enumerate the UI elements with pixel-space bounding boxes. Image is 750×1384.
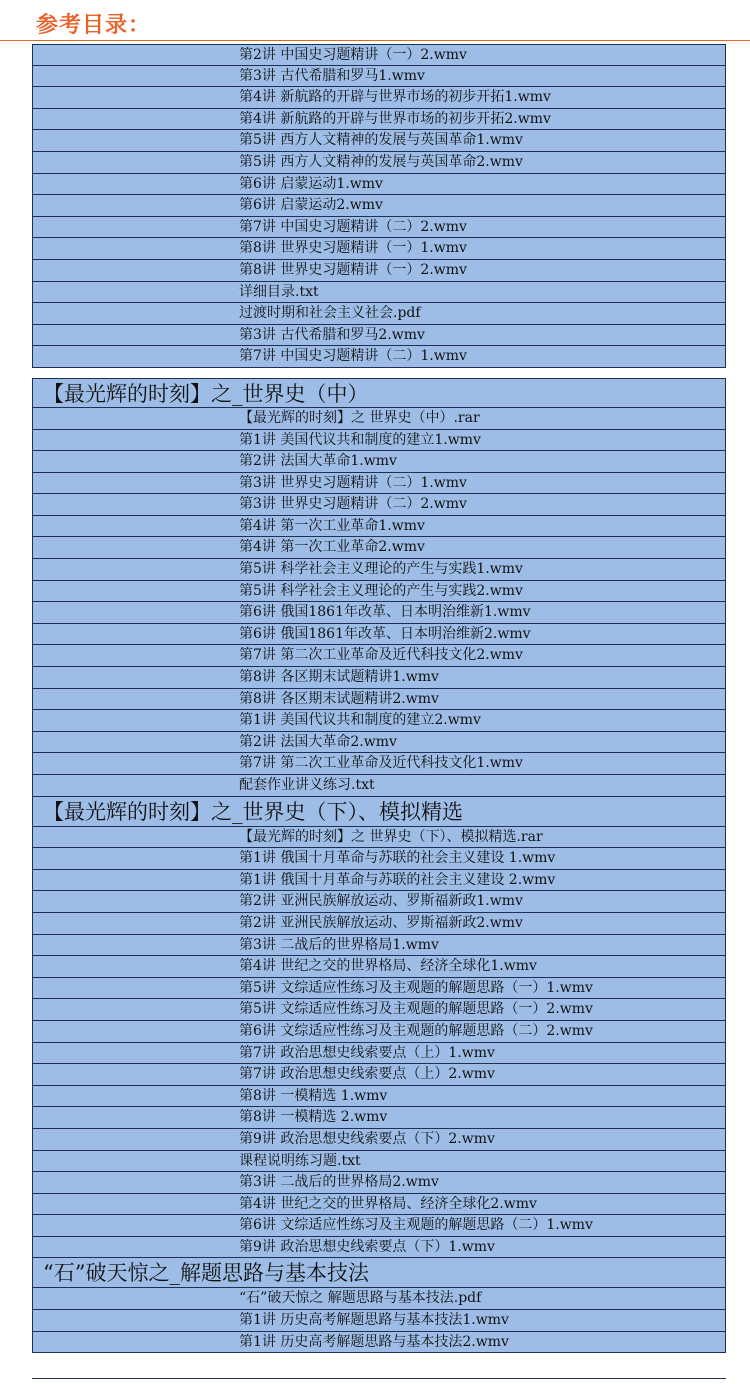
file-row: 第8讲 一模精选 2.wmv <box>32 1107 726 1129</box>
section-title: 【最光辉的时刻】之_世界史（中） <box>32 378 726 408</box>
file-row: 第7讲 中国史习题精讲（二）2.wmv <box>32 217 726 239</box>
file-row: 第2讲 亚洲民族解放运动、罗斯福新政2.wmv <box>32 913 726 935</box>
file-row: 第6讲 文综适应性练习及主观题的解题思路（二）2.wmv <box>32 1021 726 1043</box>
file-row: 第5讲 科学社会主义理论的产生与实践2.wmv <box>32 581 726 603</box>
file-row: 第2讲 中国史习题精讲（一）2.wmv <box>32 44 726 66</box>
file-row: 第1讲 美国代议共和制度的建立1.wmv <box>32 430 726 452</box>
file-row: 第8讲 一模精选 1.wmv <box>32 1086 726 1108</box>
file-row: 过渡时期和社会主义社会.pdf <box>32 303 726 325</box>
file-row: 第7讲 中国史习题精讲（二）1.wmv <box>32 346 726 368</box>
file-row: 第2讲 亚洲民族解放运动、罗斯福新政1.wmv <box>32 891 726 913</box>
file-row: 第8讲 各区期末试题精讲2.wmv <box>32 689 726 711</box>
file-row: 第1讲 美国代议共和制度的建立2.wmv <box>32 710 726 732</box>
section-title: “石”破天惊之_解题思路与基本技法 <box>32 1258 726 1288</box>
file-row: 第7讲 第二次工业革命及近代科技文化2.wmv <box>32 645 726 667</box>
file-catalog <box>32 44 726 1353</box>
file-row: 第1讲 俄国十月革命与苏联的社会主义建设 1.wmv <box>32 848 726 870</box>
file-row: 第8讲 世界史习题精讲（一）2.wmv <box>32 260 726 282</box>
file-row: 第3讲 世界史习题精讲（二）1.wmv <box>32 473 726 495</box>
file-row: 详细目录.txt <box>32 282 726 304</box>
bottom-divider <box>32 1378 726 1379</box>
file-row: 第8讲 各区期末试题精讲1.wmv <box>32 667 726 689</box>
file-row: 第6讲 启蒙运动1.wmv <box>32 174 726 196</box>
file-row: 第7讲 政治思想史线索要点（上）1.wmv <box>32 1043 726 1065</box>
file-row: 配套作业讲义练习.txt <box>32 775 726 797</box>
file-row: 课程说明练习题.txt <box>32 1151 726 1173</box>
file-row: “石”破天惊之 解题思路与基本技法.pdf <box>32 1288 726 1310</box>
file-row: 第1讲 历史高考解题思路与基本技法2.wmv <box>32 1332 726 1354</box>
section-gap <box>32 368 726 378</box>
section-title: 【最光辉的时刻】之_世界史（下）、模拟精选 <box>32 797 726 827</box>
file-row: 第5讲 西方人文精神的发展与英国革命1.wmv <box>32 130 726 152</box>
file-row: 第4讲 第一次工业革命2.wmv <box>32 537 726 559</box>
file-row: 第2讲 法国大革命1.wmv <box>32 451 726 473</box>
page-title: 参考目录： <box>36 13 152 38</box>
file-row: 第3讲 古代希腊和罗马1.wmv <box>32 66 726 88</box>
file-row: 第9讲 政治思想史线索要点（下）2.wmv <box>32 1129 726 1151</box>
file-row: 第4讲 世纪之交的世界格局、经济全球化1.wmv <box>32 956 726 978</box>
file-row: 第5讲 文综适应性练习及主观题的解题思路（一）2.wmv <box>32 999 726 1021</box>
file-row: 第1讲 俄国十月革命与苏联的社会主义建设 2.wmv <box>32 870 726 892</box>
file-row: 第3讲 世界史习题精讲（二）2.wmv <box>32 494 726 516</box>
file-row: 第3讲 二战后的世界格局1.wmv <box>32 935 726 957</box>
file-row: 第1讲 历史高考解题思路与基本技法1.wmv <box>32 1310 726 1332</box>
file-row: 第4讲 新航路的开辟与世界市场的初步开拓2.wmv <box>32 109 726 131</box>
file-row: 第6讲 俄国1861年改革、日本明治维新1.wmv <box>32 602 726 624</box>
file-row: 第9讲 政治思想史线索要点（下）1.wmv <box>32 1237 726 1259</box>
page-header <box>0 0 750 42</box>
file-row: 第6讲 俄国1861年改革、日本明治维新2.wmv <box>32 624 726 646</box>
file-row: 第8讲 世界史习题精讲（一）1.wmv <box>32 238 726 260</box>
file-row: 【最光辉的时刻】之 世界史（中）.rar <box>32 408 726 430</box>
header-divider <box>0 40 750 41</box>
file-row: 第4讲 第一次工业革命1.wmv <box>32 516 726 538</box>
file-row: 第5讲 西方人文精神的发展与英国革命2.wmv <box>32 152 726 174</box>
file-row: 【最光辉的时刻】之 世界史（下）、模拟精选.rar <box>32 827 726 849</box>
file-row: 第6讲 启蒙运动2.wmv <box>32 195 726 217</box>
file-row: 第3讲 二战后的世界格局2.wmv <box>32 1172 726 1194</box>
file-row: 第4讲 新航路的开辟与世界市场的初步开拓1.wmv <box>32 87 726 109</box>
file-row: 第3讲 古代希腊和罗马2.wmv <box>32 325 726 347</box>
file-row: 第7讲 第二次工业革命及近代科技文化1.wmv <box>32 753 726 775</box>
file-row: 第5讲 科学社会主义理论的产生与实践1.wmv <box>32 559 726 581</box>
file-row: 第2讲 法国大革命2.wmv <box>32 732 726 754</box>
file-row: 第6讲 文综适应性练习及主观题的解题思路（二）1.wmv <box>32 1215 726 1237</box>
file-row: 第5讲 文综适应性练习及主观题的解题思路（一）1.wmv <box>32 978 726 1000</box>
file-row: 第7讲 政治思想史线索要点（上）2.wmv <box>32 1064 726 1086</box>
file-row: 第4讲 世纪之交的世界格局、经济全球化2.wmv <box>32 1194 726 1216</box>
